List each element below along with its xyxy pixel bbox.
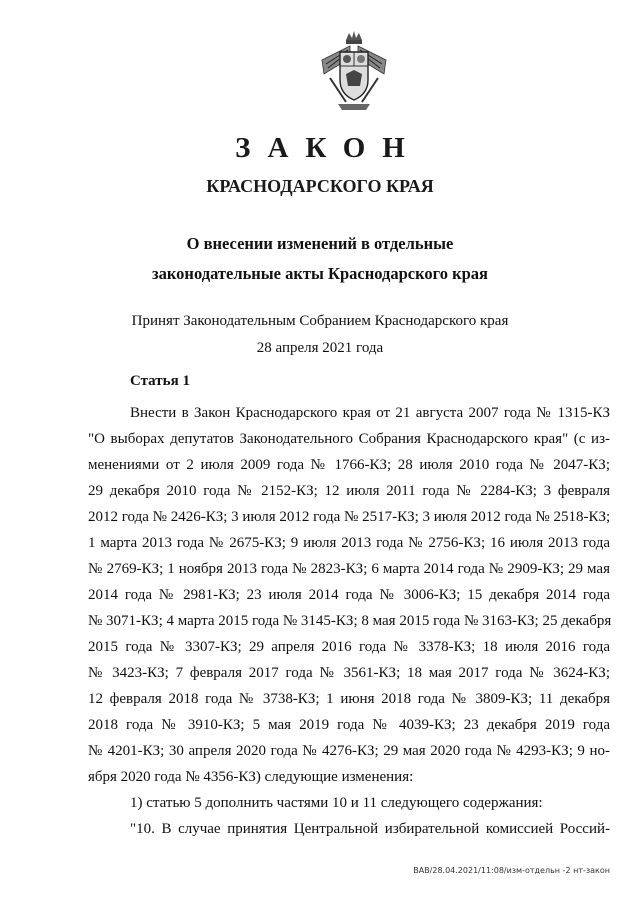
body-line: менениями от 2 июля 2009 года № 1766-КЗ; 28 июля 2010 года № 2047-КЗ; <box>88 457 610 473</box>
body-line: № 2769-КЗ; 1 ноября 2013 года № 2823-КЗ; 6 марта 2014 года № 2909-КЗ; 29 мая <box>88 561 610 577</box>
issuing-region: КРАСНОДАРСКОГО КРАЯ <box>206 176 434 196</box>
adoption-body: Принят Законодательным Собранием Краснодарского края <box>131 313 509 329</box>
body-line: 2015 года № 3307-КЗ; 29 апреля 2016 года № 3378-КЗ; 18 июля 2016 года <box>88 639 610 655</box>
body-line: 2012 года № 2426-КЗ; 3 июля 2012 года № 2517-КЗ; 3 июля 2012 года № 2518-КЗ; <box>88 509 611 525</box>
body-line: 1 марта 2013 года № 2675-КЗ; 9 июля 2013 года № 2756-КЗ; 16 июля 2013 года <box>88 535 610 551</box>
body-line: 12 февраля 2018 года № 3738-КЗ; 1 июня 2018 года № 3809-КЗ; 11 декабря <box>88 691 610 707</box>
adoption-date: 28 апреля 2021 года <box>256 340 384 356</box>
body-line: № 4201-КЗ; 30 апреля 2020 года № 4276-КЗ; 29 мая 2020 года № 4293-КЗ; 9 но- <box>88 743 610 759</box>
coat-of-arms-icon <box>316 30 392 114</box>
body-line: "О выборах депутатов Законодательного Собрания Краснодарского края" (с из- <box>88 431 610 447</box>
document-stamp: ВАВ/28.04.2021/11:08/изм-отдельн -2 нт-закон <box>413 866 610 875</box>
body-line: 29 декабря 2010 года № 2152-КЗ; 12 июля 2011 года № 2284-КЗ; 3 февраля <box>88 483 610 499</box>
adoption-note <box>0 308 640 362</box>
body-line: ября 2020 года № 4356-КЗ) следующие изменения: <box>88 769 414 785</box>
law-subject <box>0 229 640 289</box>
body-line: № 3423-КЗ; 7 февраля 2017 года № 3561-КЗ; 18 мая 2017 года № 3624-КЗ; <box>88 665 610 681</box>
law-subject-line: О внесении изменений в отдельные <box>186 234 454 253</box>
article-title: Статья 1 <box>130 373 190 389</box>
law-subject-line: законодательные акты Краснодарского края <box>152 264 488 283</box>
body-line: 2014 года № 2981-КЗ; 23 июля 2014 года № 3006-КЗ; 15 декабря 2014 года <box>88 587 610 603</box>
article-body <box>88 400 610 842</box>
body-line: 1) статью 5 дополнить частями 10 и 11 следующего содержания: <box>130 795 543 811</box>
body-line: "10. В случае принятия Центральной избирательной комиссией Россий- <box>130 821 610 837</box>
document-type-title: ЗАКОН <box>235 132 422 164</box>
body-line: № 3071-КЗ; 4 марта 2015 года № 3145-КЗ; 8 мая 2015 года № 3163-КЗ; 25 декабря <box>88 613 612 629</box>
body-line: Внести в Закон Краснодарского края от 21 августа 2007 года № 1315-КЗ <box>130 405 610 421</box>
body-line: 2018 года № 3910-КЗ; 5 мая 2019 года № 4039-КЗ; 23 декабря 2019 года <box>88 717 610 733</box>
